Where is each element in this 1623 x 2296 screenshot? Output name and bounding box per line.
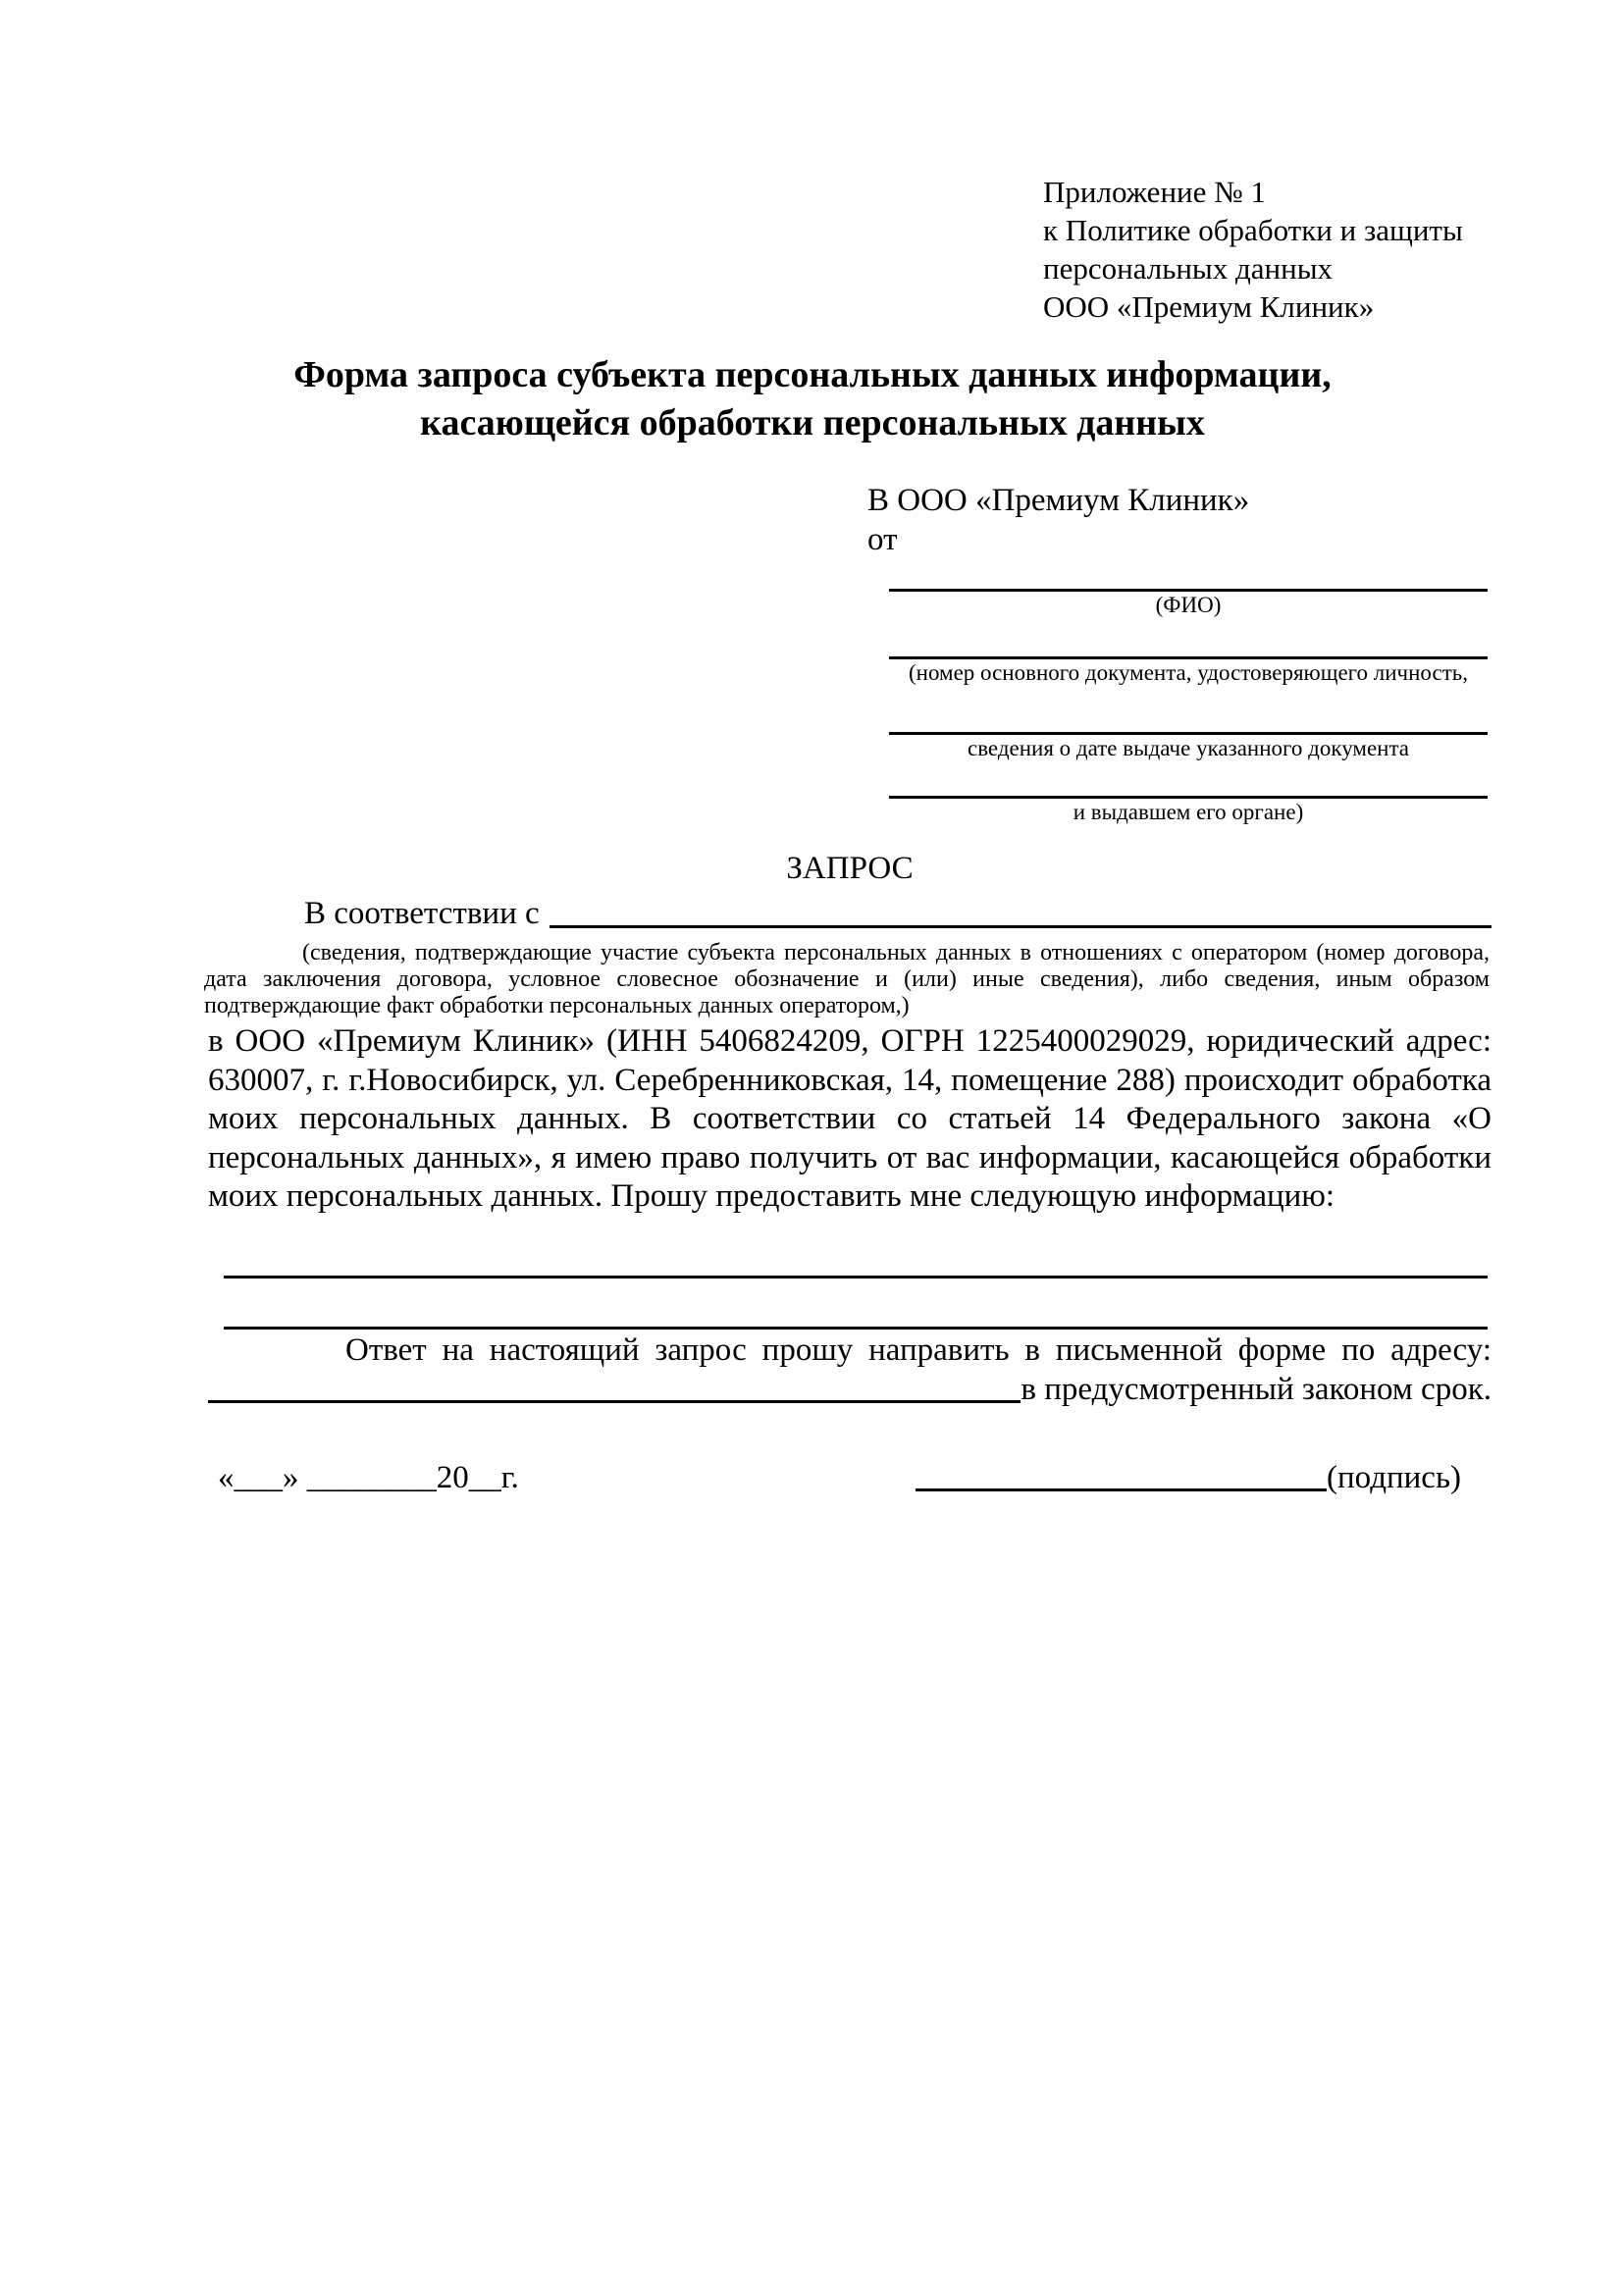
date-blank-field: «___» ________20__г. <box>218 1460 519 1495</box>
answer-address-line <box>208 1370 1492 1409</box>
request-body-paragraph: в ООО «Премиум Клиник» (ИНН 5406824209, ОГРН 1225400029029, юридический адрес: 630007, г. г.Новосибирск, ул. Серебренниковская, 14, помещение 288) происходит обработка моих персональных данных. В соответствии со статьей 14 Федерального закона «О персональных данных», я имею право получить от вас информации, касающейся обработки моих персональных данных. Прошу предоставить мне следующую информацию: <box>208 1023 1492 1214</box>
basis-lead-text: В соответствии с <box>304 896 540 931</box>
request-heading: ЗАПРОС <box>786 851 914 886</box>
basis-blank-line <box>550 893 1492 928</box>
appendix-line: ООО «Премиум Клиник» <box>1043 289 1375 324</box>
basis-footnote: (сведения, подтверждающие участие субъекта персональных данных в отношениях с оператором (номер договора, дата заключения договора, условное словесное обозначение и (или) иные сведения), либо сведения, иным образом подтверждающие факт обработки персональных данных оператором,) <box>204 940 1490 1018</box>
appendix-line: Приложение № 1 <box>1043 175 1266 209</box>
appendix-line: персональных данных <box>1043 251 1334 286</box>
appendix-block <box>1043 173 1463 326</box>
issue-date-blank-line <box>889 687 1488 735</box>
answer-tail-text: в предусмотренный законом срок. <box>1021 1372 1492 1407</box>
issue-date-caption: сведения о дате выдаче указанного документа <box>967 736 1410 760</box>
document-title <box>171 351 1454 447</box>
signature-blank-line <box>916 1458 1327 1491</box>
issuing-authority-blank-line <box>889 762 1488 799</box>
requested-info-blank-line-2 <box>224 1289 1488 1330</box>
addressee-from-label: от <box>867 522 898 557</box>
fio-caption: (ФИО) <box>1155 593 1222 617</box>
requested-info-blank-line-1 <box>224 1238 1488 1278</box>
address-blank-line <box>208 1370 1021 1403</box>
document-title-line-1: Форма запроса субъекта персональных данных информации, <box>293 354 1332 395</box>
addressee-block <box>867 481 1488 826</box>
appendix-line: к Политике обработки и защиты <box>1043 213 1463 247</box>
id-document-blank-line <box>889 619 1488 659</box>
fio-blank-line <box>889 559 1488 592</box>
answer-delivery-sentence: Ответ на настоящий запрос прошу направить в письменной форме по адресу: <box>345 1332 1492 1368</box>
basis-line <box>208 893 1492 934</box>
issuing-authority-caption: и выдавшем его органе) <box>1073 800 1304 824</box>
addressee-to: В ООО «Премиум Клиник» <box>867 483 1250 518</box>
document-title-line-2: касающейся обработки персональных данных <box>420 402 1205 444</box>
signature-caption: (подпись) <box>1327 1460 1461 1495</box>
id-document-caption: (номер основного документа, удостоверяющего личность, <box>908 660 1468 685</box>
signature-area <box>916 1458 1490 1497</box>
